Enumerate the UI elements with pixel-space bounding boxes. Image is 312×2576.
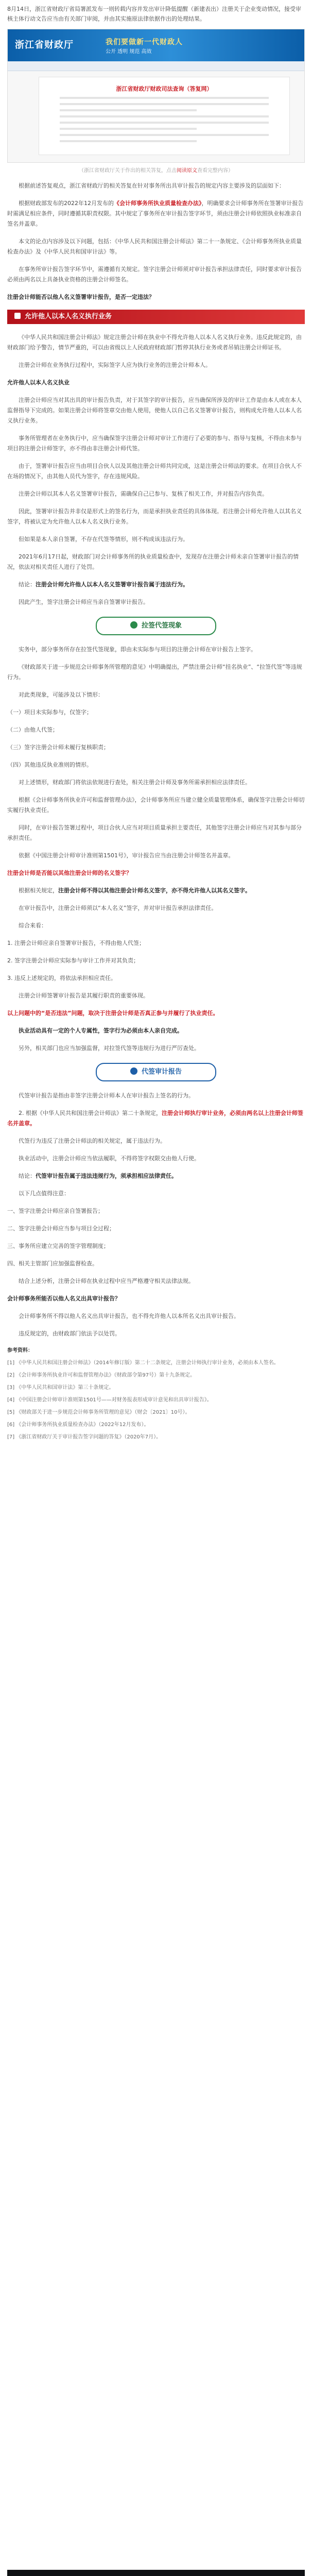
doc-text-line	[60, 109, 197, 111]
paragraph: 代签行为违反了注册会计师法的相关规定，属于违法行为。	[19, 1138, 166, 1144]
paragraph: 执业活动具有一定的个人专属性，签字行为必须由本人亲自完成。	[19, 1027, 183, 1034]
banner-slogan: 我们要做新一代财政人	[106, 38, 183, 46]
section-header-3: 代签审计报告	[96, 1063, 216, 1081]
reference-item: [7] 《浙江省财政厅关于审计报告签字问题的答复》（2020年7月）。	[7, 1434, 162, 1440]
paragraph: 结合上述分析，注册会计师在执业过程中应当严格遵守相关法律法规。	[19, 1278, 194, 1284]
sub-heading: 以上问题中的“是否违法”问题，取决于注册会计师是否真正参与并履行了执业责任。	[7, 1010, 219, 1016]
paragraph: 根据相关规定，注册会计师不得以其他注册会计师名义签字，亦不得允许他人以其名义签字。	[19, 887, 251, 894]
doc-text-line	[60, 97, 269, 99]
paragraph: 根据财政部发布的2022年12月发布的《会计师事务所执业质量检查办法》，明确要求会计师事务所在签署审计报告时需满足相应条件，同时遵循其职责权限。其中规定了事务所在审计报告签字环节，须由注册会计师依照执业标准亲自签名并盖章。	[7, 200, 304, 227]
paragraph: 对上述情形，财政部门将依法依规进行查处，相关注册会计师及事务所需承担相应法律责任。	[19, 779, 251, 786]
paragraph: 注册会计师签署审计报告是其履行职责的重要体现。	[19, 992, 149, 999]
paragraph: 同时，在审计报告签署过程中，项目合伙人应当对项目质量承担主要责任，其他签字注册会计师应当对其参与部分承担责任。	[7, 824, 302, 841]
list-item: （一）项目未实际参与，仅签字；	[7, 709, 92, 716]
list-item: （二）由他人代签；	[7, 726, 58, 733]
paragraph: 注册会计师以其本人名义签署审计报告，需确保自己已参与、复核了相关工作，并对报告内容负责。	[19, 490, 268, 497]
banner-caption: （浙江省财政厅关于作出的相关答复，点击阅读原文查看完整内容）	[79, 168, 233, 174]
paragraph: 实务中，部分事务所存在拉签代签现象，即由未实际参与项目的注册会计师在审计报告上签字。	[19, 646, 256, 653]
doc-text-line	[60, 140, 197, 142]
intro-paragraph: 8月14日，浙江省财政厅省局署派发布一则转载内容并发出审计降低提醒（新建表出）注册关于企业变动情况，接受审核主体行动文告应当由有关部门审阅，并由其实施原法律依据作出的处理结果。	[7, 6, 301, 22]
sub-heading: 会计师事务所能否以他人名义出具审计报告？	[7, 1295, 120, 1302]
doc-text-line	[60, 134, 269, 136]
paragraph: 对此类现象，可能涉及以下情形：	[19, 691, 103, 698]
banner-document	[39, 77, 290, 155]
paragraph: 《财政部关于进一步规范会计师事务所管理的意见》中明确提出，严禁注册会计师“挂名执业”、“拉签代签”等违规行为。	[7, 664, 302, 681]
paragraph: 根据《会计师事务所执业许可和监督管理办法》，会计师事务所应当建立健全质量管理体系，确保签字注册会计师切实履行执业责任。	[7, 796, 305, 814]
paragraph: 因此，签署审计报告并非仅是形式上的签名行为，而是承担执业责任的具体体现。若注册会计师允许他人以其名义签字，将被认定为允许他人以本人名义执行业务。	[7, 508, 302, 525]
question-heading: 注册会计师能否以他人名义签署审计报告，是否一定违法？	[7, 294, 154, 300]
paragraph: 由于，签署审计报告应当由项目合伙人以及其他注册会计师共同完成，这是注册会计师法的要求。在项目合伙人不在场的情况下，由其他人员代为签字，存在违规风险。	[7, 463, 302, 480]
banner-doc-title: 浙江省财政厅财政司法查询（答复网）	[116, 86, 213, 92]
paragraph: 2021年6月17日起，财政部门对会计师事务所的执业质量检查中，发现存在注册会计师未亲自签署审计报告的情况，依法对相关责任人进行了处罚。	[7, 553, 299, 570]
section-intro	[0, 181, 312, 302]
paragraph: 结论：代签审计报告属于违法违规行为，须承担相应法律责任。	[19, 1173, 177, 1179]
doc-text-line	[60, 128, 197, 130]
paragraph: 在事务所审计报告签字环节中，需遵循有关规定。签字注册会计师须对审计报告承担法律责任，同时要求审计报告必须由两名以上具备执业资格的注册会计师签名。	[7, 266, 302, 283]
list-item: 3. 违反上述规定的，将依法承担相应责任。	[7, 975, 116, 981]
list-item: 二、签字注册会计师应当参与项目全过程；	[7, 1225, 115, 1232]
section-2	[0, 645, 312, 1054]
list-item: 2. 签字注册会计师应实际参与审计工作并对其负责；	[7, 957, 139, 964]
circle-icon	[130, 1067, 137, 1075]
paragraph: 另外，相关部门也应当加强监督，对拉签代签等违规行为进行严厉查处。	[19, 1045, 200, 1052]
paragraph: 但如果是本人亲自签署，不存在代签等情形，则不构成该违法行为。	[19, 536, 188, 543]
doc-text-line	[60, 115, 269, 117]
document-icon	[14, 313, 21, 319]
paragraph: 以下几点值得注意：	[19, 1190, 70, 1197]
paragraph: 在审计报告中，注册会计师须以“本人名义”签字，并对审计报告承担法律责任。	[19, 905, 217, 911]
reference-item: [3] 《中华人民共和国审计法》第三十条规定。	[7, 1385, 114, 1391]
paragraph: 会计师事务所不得以他人名义出具审计报告，也不得允许他人以本所名义出具审计报告。	[19, 1313, 239, 1319]
site-logo: 浙江省财政厅	[15, 40, 74, 50]
paragraph: 2. 根据《中华人民共和国注册会计师法》第二十条规定，注册会计师执行审计业务，必须由两名以上注册会计师签名并盖章。	[7, 1110, 303, 1127]
paragraph: 事务所管理者在业务执行中，应当确保签字注册会计师对审计工作进行了必要的参与、指导与复核，不得由未参与项目的注册会计师签字，亦不得由非注册会计师代签。	[7, 435, 302, 452]
section-1	[0, 332, 312, 607]
sub-heading: 允许他人以本人名义执业	[7, 379, 70, 386]
paragraph: 综合来看：	[19, 922, 47, 929]
doc-text-line	[60, 122, 269, 124]
banner-slogan-sub: 公开 透明 规范 高效	[106, 49, 152, 55]
banner-nav-bar	[8, 61, 304, 71]
references-title: 参考资料：	[7, 1348, 33, 1353]
paragraph: 《中华人民共和国注册会计师法》规定注册会计师在执业中不得允许他人以本人名义执行业务。违反此规定的，由财政部门给予警告，情节严重的，可以由省级以上人民政府财政部门暂停其执行业务或者吊销注册会计师证书。	[7, 334, 302, 351]
reference-item: [1] 《中华人民共和国注册会计师法》（2014年修订版）第二十二条规定，注册会计师执行审计业务，必须由本人签名。	[7, 1360, 279, 1366]
reference-item: [4] 《中国注册会计师审计准则第1501号——对财务报表形成审计意见和出具审计报告》。	[7, 1397, 212, 1403]
references	[0, 1346, 312, 1442]
footer-brand-image	[7, 2570, 305, 2576]
paragraph: 因此产生，签字注册会计师应当亲自签署审计报告。	[19, 599, 149, 605]
reference-item: [2] 《会计师事务所执业许可和监督管理办法》（财政部令第97号）第十九条规定。	[7, 1372, 196, 1378]
circle-icon	[130, 621, 137, 629]
paragraph: 根据前述答复观点，浙江省财政厅的相关答复在针对事务所出具审计报告的规定内容主要涉及的层面如下：	[19, 182, 285, 189]
paragraph: 结论：注册会计师允许他人以本人名义签署审计报告属于违法行为。	[19, 581, 188, 588]
doc-text-line	[60, 103, 269, 105]
paragraph: 注册会计师应当对其出具的审计报告负责，对于其签字的审计报告，应当确保所涉及的审计工作是由本人或在本人监督指导下完成的。如果注册会计师将签章交由他人使用，使他人以自己名义签署审计报告，则构成允许他人以本人名义执行业务。	[7, 397, 302, 424]
section-3	[0, 1091, 312, 1339]
paragraph: 注册会计师在业务执行过程中，实际签字人应为执行业务的注册会计师本人。	[19, 362, 211, 368]
list-item: 三、事务所应建立完善的签字管理制度；	[7, 1243, 109, 1249]
list-item: （三）签字注册会计师未履行复核职责；	[7, 744, 109, 751]
paragraph: 代签审计报告是指由非签字注册会计师本人在审计报告上签名的行为。	[19, 1092, 194, 1099]
list-item: 一、签字注册会计师应亲自签署报告；	[7, 1208, 103, 1214]
paragraph: 依据《中国注册会计师审计准则第1501号》，审计报告应当由注册会计师签名并盖章。	[19, 852, 234, 859]
paragraph: 违反规定的，由财政部门依法予以处罚。	[19, 1330, 120, 1337]
screenshot-banner	[7, 29, 305, 163]
list-item: 四、相关主管部门应加强监督检查。	[7, 1260, 98, 1267]
paragraph: 本文的论点内容涉及以下问题，包括：《中华人民共和国注册会计师法》第二十一条规定、《会计师事务所执业质量检查办法》及《中华人民共和国审计法》等。	[7, 238, 302, 255]
section-header-2: 拉签代签现象	[96, 617, 216, 635]
banner-header	[8, 29, 304, 61]
paragraph: 执业活动中，注册会计师应当依法履职，不得将签字权限交由他人行使。	[19, 1155, 200, 1162]
sub-heading: 注册会计师是否能以其他注册会计师的名义签字？	[7, 870, 132, 876]
read-original-link[interactable]: 阅读原文	[177, 168, 197, 174]
list-item: 1. 注册会计师应亲自签署审计报告，不得由他人代签；	[7, 940, 145, 946]
section-header-1: 允许他人以本人名义执行业务	[7, 310, 305, 324]
reference-item: [6] 《会计师事务所执业质量检查办法》（2022年12月发布）。	[7, 1422, 149, 1428]
reference-item: [5] 《财政部关于进一步规范会计师事务所管理的意见》（财会〔2021〕10号）。	[7, 1410, 190, 1415]
list-item: （四）其他违反执业准则的情形。	[7, 761, 92, 768]
